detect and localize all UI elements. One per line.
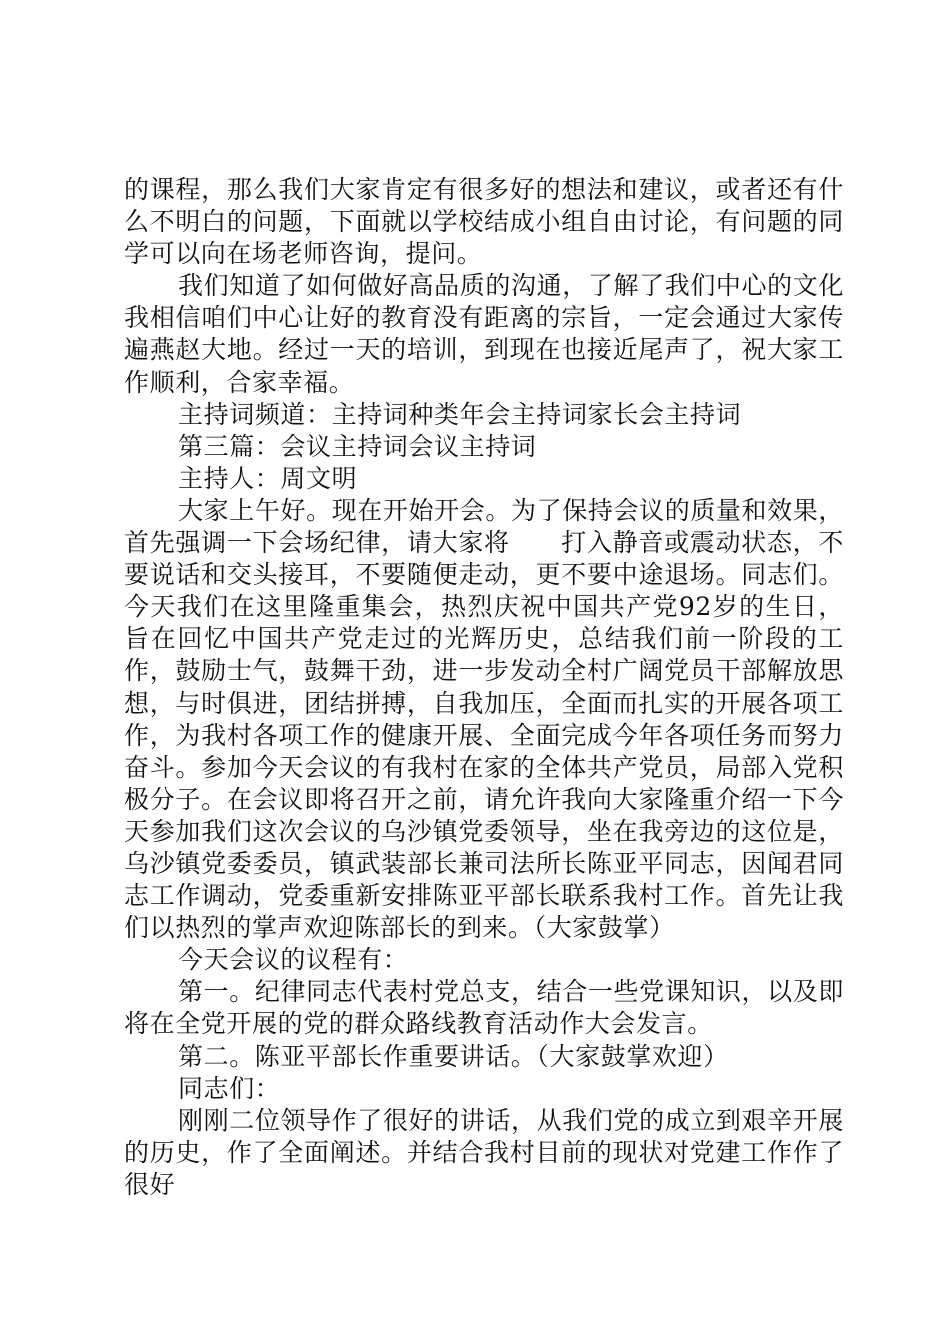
paragraph: 我们知道了如何做好高品质的沟通，了解了我们中心的文化我相信咱们中心让好的教育没有距离的宗旨，一定会通过大家传遍燕赵大地。经过一天的培训，到现在也接近尾声了，祝大家工作顺利，合家幸福。 (124, 271, 844, 397)
paragraph: 大家上午好。现在开始开会。为了保持会议的质量和效果，首先强调一下会场纪律，请大家将 打入静音或震动状态，不要说话和交头接耳，不要随便走动，更不要中途退场。同志们。今天我们在这里隆重集会，热烈庆祝中国共产党92岁的生日，旨在回忆中国共产党走过的光辉历史，总结我们前一阶段的工作，鼓励士气，鼓舞干劲，进一步发动全村广阔党员干部解放思想，与时俱进，团结拼搏，自我加压，全面而扎实的开展各项工作，为我村各项工作的健康开展、全面完成今年各项任务而努力奋斗。参加今天会议的有我村在家的全体共产党员，局部入党积极分子。在会议即将召开之前，请允许我向大家隆重介绍一下今天参加我们这次会议的乌沙镇党委领导，坐在我旁边的这位是，乌沙镇党委委员，镇武装部长兼司法所长陈亚平同志，因闻君同志工作调动，党委重新安排陈亚平部长联系我村工作。首先让我们以热烈的掌声欢迎陈部长的到来。（大家鼓掌） (124, 495, 844, 943)
paragraph: 的课程，那么我们大家肯定有很多好的想法和建议，或者还有什么不明白的问题，下面就以学校结成小组自由讨论，有问题的同学可以向在场老师咨询，提问。 (124, 175, 844, 269)
paragraph: 刚刚二位领导作了很好的讲话，从我们党的成立到艰辛开展的历史，作了全面阐述。并结合我村目前的现状对党建工作作了很好 (124, 1105, 844, 1199)
paragraph: 同志们： (178, 1073, 281, 1103)
paragraph: 第二。陈亚平部长作重要讲话。（大家鼓掌欢迎） (178, 1041, 729, 1071)
paragraph: 第三篇：会议主持词会议主持词 (178, 431, 537, 461)
paragraph: 第一。纪律同志代表村党总支，结合一些党课知识，以及即将在全党开展的党的群众路线教育活动作大会发言。 (124, 977, 844, 1039)
document-body (124, 174, 844, 1201)
paragraph: 主持人：周文明 (178, 463, 358, 493)
paragraph: 主持词频道：主持词种类年会主持词家长会主持词 (178, 399, 742, 429)
paragraph: 今天会议的议程有： (178, 945, 409, 975)
